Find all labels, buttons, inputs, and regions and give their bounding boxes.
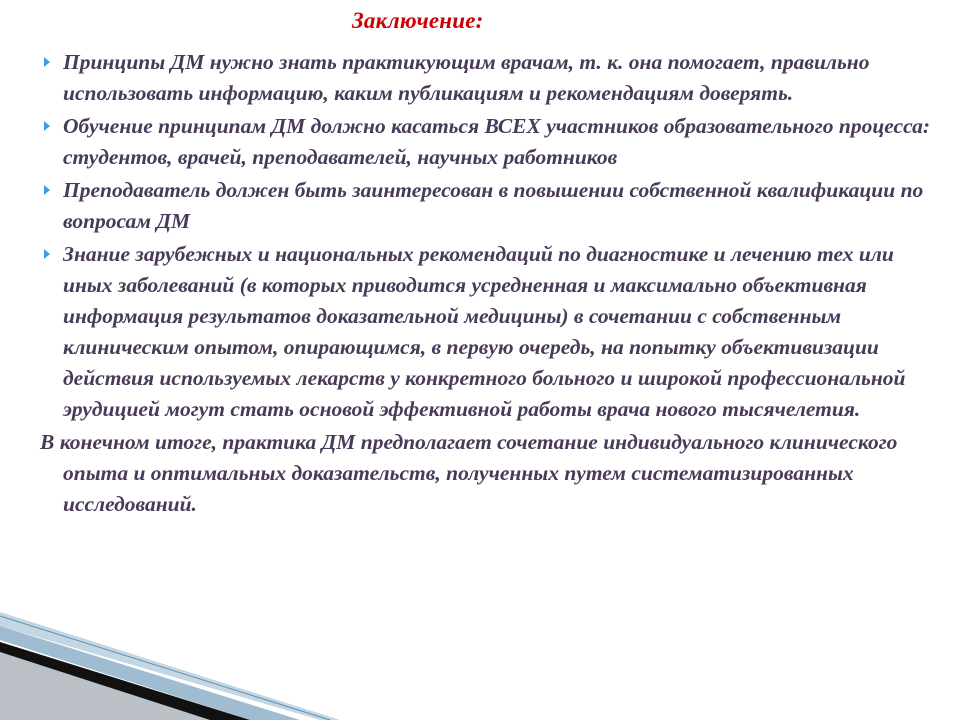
- triangle-right-icon: [44, 57, 50, 67]
- bullet-text: Преподаватель должен быть заинтересован в повышении собственной квалификации по вопросам ДМ: [63, 178, 924, 233]
- triangle-right-icon: [44, 185, 50, 195]
- bullet-text: Обучение принципам ДМ должно касаться ВСЕХ участников образовательного процесса: студентов, врачей, преподавателей, научных работников: [63, 114, 930, 169]
- conclusion-paragraph: В конечном итоге, практика ДМ предполагает сочетание индивидуального клинического опыта и оптимальных доказательств, полученных путем систематизированных исследований.: [40, 430, 898, 516]
- slide-content: [40, 47, 940, 520]
- triangle-right-icon: [44, 249, 50, 259]
- triangle-right-icon: [44, 121, 50, 131]
- bullet-item: [40, 239, 940, 425]
- bullet-item: [40, 47, 940, 109]
- decorative-swoosh: [0, 560, 340, 720]
- bullet-text: Принципы ДМ нужно знать практикующим врачам, т. к. она помогает, правильно использовать информацию, каким публикациям и рекомендациям доверять.: [63, 50, 870, 105]
- bullet-item: [40, 111, 940, 173]
- bullet-item: [40, 175, 940, 237]
- slide-title: Заключение:: [352, 8, 484, 33]
- bullet-text: Знание зарубежных и национальных рекомендаций по диагностике и лечению тех или иных заболеваний (в которых приводится усредненная и максимально объективная информация результатов доказательной медицины) в сочетании с собственным клиническим опытом, опирающимся, в первую очередь, на попытку объективизации действия используемых лекарств у конкретного больного и широкой профессиональной эрудицией могут стать основой эффективной работы врача нового тысячелетия.: [63, 242, 906, 421]
